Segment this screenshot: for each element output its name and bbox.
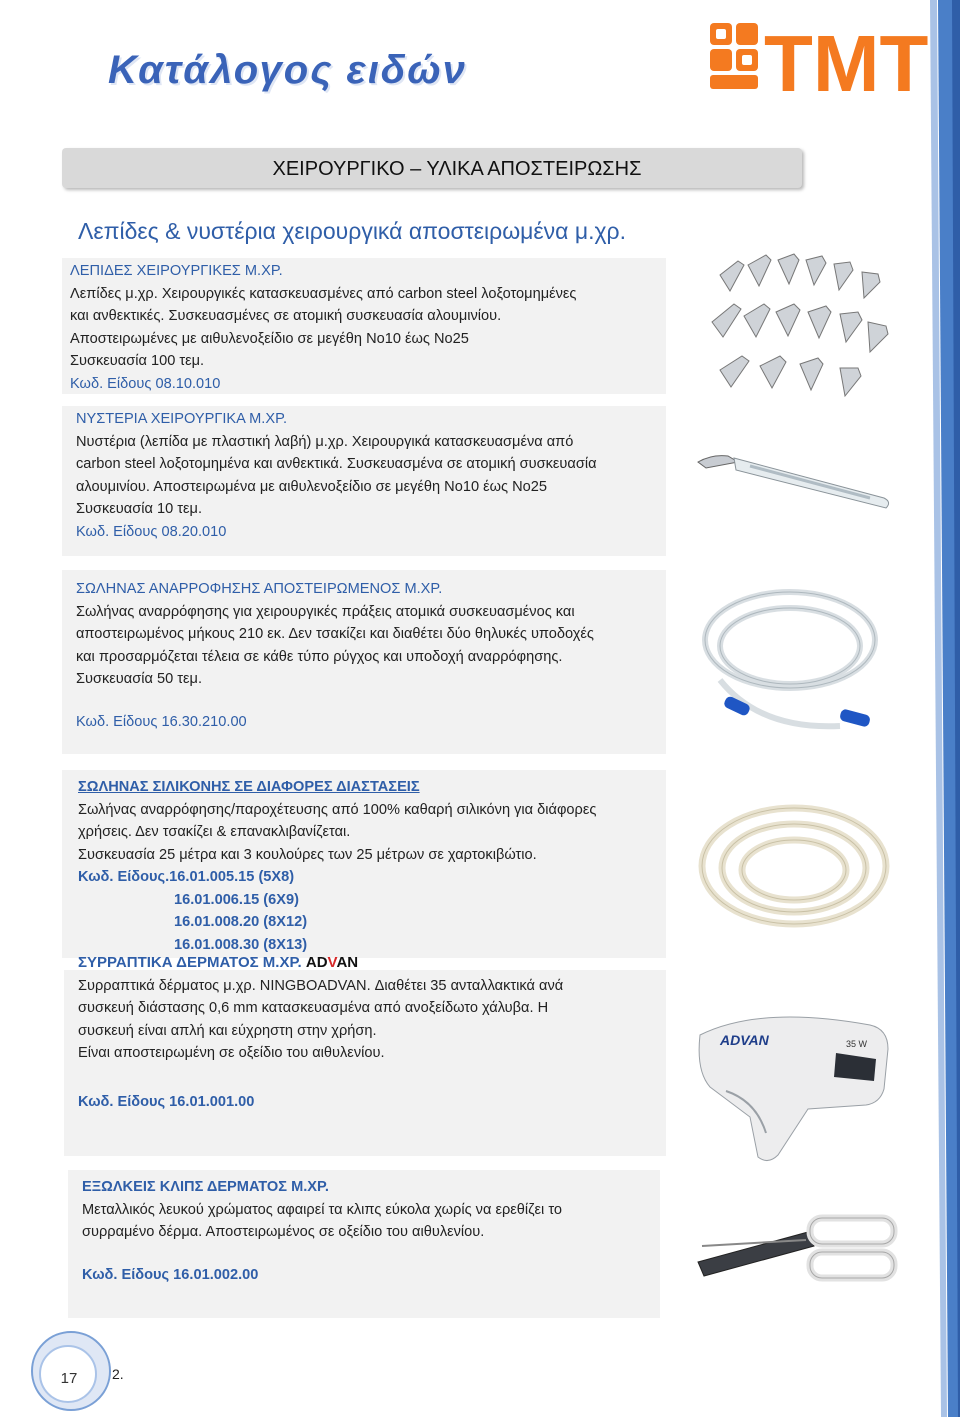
- product-title: ΣΩΛΗΝΑΣ ΑΝΑΡΡΟΦΗΣΗΣ ΑΠΟΣΤΕΙΡΩΜΕΝΟΣ Μ.ΧΡ.: [76, 581, 443, 597]
- product-code: 16.01.006.15 (6Χ9): [174, 891, 299, 908]
- product-code: Κωδ. Είδους.16.01.005.15 (5Χ8): [78, 869, 295, 885]
- product-text-blades: [70, 260, 658, 395]
- product-desc-line: Νυστέρια (λεπίδα με πλαστική λαβή) μ.χρ. Χειρουργικά κατασκευασμένα από: [76, 433, 574, 450]
- product-code: Κωδ. Είδους 16.01.002.00: [82, 1266, 259, 1283]
- brand-name: ADVAN: [305, 954, 359, 971]
- product-desc-line: Σωλήνας αναρρόφησης/παροχέτευσης από 100% καθαρή σιλικόνη για διάφορες: [78, 801, 597, 818]
- product-desc-line: αποστειρωμένος μήκους 210 εκ. Δεν τσακίζει και διαθέτει δύο θηλυκές υποδοχές: [76, 626, 594, 642]
- product-desc-line: αλουμινίου. Αποστειρωμένα με αιθυλενοξείδιο σε μεγέθη Νο10 έως Νο25: [76, 478, 548, 495]
- product-desc-line: συρραμένο δέρμα. Αποστειρωμένος σε οξείδιο του αιθυλενίου.: [82, 1224, 485, 1240]
- product-text-skin-stapler: [78, 952, 662, 1113]
- disposable-scalpel-image: [690, 420, 900, 520]
- product-code: 16.01.008.20 (8Χ12): [174, 914, 308, 930]
- product-desc-line: Συσκευασία 50 τεμ.: [76, 671, 202, 687]
- product-text-staple-remover: [82, 1176, 648, 1286]
- section-banner-text: ΧΕΙΡΟΥΡΓΙΚΟ – ΥΛΙΚΑ ΑΠΟΣΤΕΙΡΩΣΗΣ: [272, 158, 642, 180]
- suction-tube-image: [690, 580, 900, 760]
- product-desc-line: Συρραπτικά δέρματος μ.χρ. NINGBOADVAN. Διαθέτει 35 ανταλλακτικά ανά: [78, 977, 564, 994]
- product-desc-line: Συσκευασία 10 τεμ.: [76, 501, 202, 517]
- section-subtitle: Λεπίδες & νυστέρια χειρουργικά αποστειρωμένα μ.χρ.: [78, 218, 627, 244]
- logo-icon: [706, 15, 929, 108]
- footer-mark: 2.: [112, 1366, 124, 1382]
- product-desc-line: Αποστειρωμένες με αιθυλενοξείδιο σε μεγέθη Νο10 έως Νο25: [70, 330, 469, 347]
- product-text-silicone-tube: [78, 776, 660, 956]
- product-desc-line: carbon steel λοξοτομημένα και ανθεκτικά. Συσκευασμένα σε ατομική συσκευασία: [76, 456, 597, 472]
- product-code: Κωδ. Είδους 16.30.210.00: [76, 713, 247, 730]
- page-number: 17: [60, 1370, 78, 1387]
- product-text-scalpels: [76, 408, 654, 543]
- product-desc-line: χρήσεις. Δεν τσακίζει & επανακλιβανίζεται.: [78, 824, 351, 840]
- product-code: Κωδ. Είδους 08.10.010: [70, 375, 221, 392]
- product-code: 16.01.008.30 (8Χ13): [174, 936, 308, 953]
- product-desc-line: και ανθεκτικές. Συσκευασμένες σε ατομική συσκευασία αλουμινίου.: [70, 308, 502, 324]
- product-title: ΣΥΡΡΑΠΤΙΚΑ ΔΕΡΜΑΤΟΣ Μ.ΧΡ. ADVAN: [78, 954, 359, 971]
- product-text-suction-tube: [76, 578, 656, 733]
- product-title: ΝΥΣΤΕΡΙΑ ΧΕΙΡΟΥΡΓΙΚΑ Μ.ΧΡ.: [76, 411, 287, 427]
- stapler-size-label: 35 W: [846, 1039, 868, 1049]
- product-desc-line: και προσαρμόζεται τέλεια σε κάθε τύπο ρύγχος και υποδοχή αναρρόφησης.: [76, 648, 563, 665]
- stapler-brand-label: ADVAN: [720, 1032, 769, 1048]
- catalog-title: Κατάλογος ειδών: [108, 48, 467, 92]
- product-desc-line: Μεταλλικός λευκού χρώματος αφαιρεί τα κλιπς εύκολα χωρίς να ερεθίζει το: [82, 1201, 563, 1218]
- silicone-tube-coils-image: [690, 790, 900, 940]
- product-desc-line: συσκευή είναι απλή και εύχρηστη στην χρήση.: [78, 1022, 377, 1039]
- product-code: Κωδ. Είδους 08.20.010: [76, 523, 227, 540]
- company-logo: [706, 15, 929, 108]
- product-desc-line: Συσκευασία 25 μέτρα και 3 κουλούρες των 25 μέτρων σε χαρτοκιβώτιο.: [78, 846, 537, 863]
- product-desc-line: Σωλήνας αναρρόφησης για χειρουργικές πράξεις ατομικά συσκευασμένος και: [76, 603, 575, 620]
- skin-stapler-image: [686, 995, 900, 1165]
- product-code: Κωδ. Είδους 16.01.001.00: [78, 1093, 255, 1110]
- product-title: ΛΕΠΙΔΕΣ ΧΕΙΡΟΥΡΓΙΚΕΣ Μ.ΧΡ.: [70, 263, 283, 279]
- product-desc-line: Είναι αποστειρωμένη σε οξείδιο του αιθυλενίου.: [78, 1045, 385, 1061]
- product-title: ΣΩΛΗΝΑΣ ΣΙΛΙΚΟΝΗΣ ΣΕ ΔΙΑΦΟΡΕΣ ΔΙΑΣΤΑΣΕΙΣ: [78, 779, 420, 795]
- product-desc-line: συσκευή διάστασης 0,6 mm κατασκευασμένα από ανοξείδωτο χάλυβα. Η: [78, 1000, 549, 1016]
- product-title: ΕΞΩΛΚΕΙΣ ΚΛΙΠΣ ΔΕΡΜΑΤΟΣ Μ.ΧΡ.: [82, 1179, 329, 1195]
- staple-remover-image: [692, 1190, 900, 1310]
- decorative-stripes: [900, 0, 960, 1417]
- product-desc-line: Συσκευασία 100 τεμ.: [70, 353, 205, 369]
- logo-text: TMT: [764, 19, 929, 108]
- product-desc-line: Λεπίδες μ.χρ. Χειρουργικές κατασκευασμένες από carbon steel λοξοτομημένες: [70, 285, 577, 302]
- scalpel-blades-image: [700, 250, 900, 400]
- section-banner: [62, 148, 802, 188]
